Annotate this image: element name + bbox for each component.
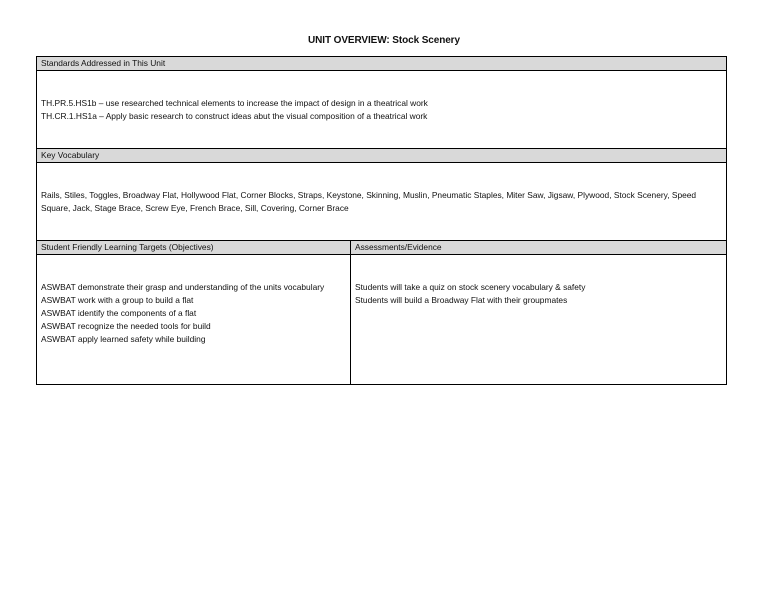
vocabulary-header: Key Vocabulary: [37, 149, 727, 163]
standards-cell: [37, 71, 727, 149]
vocabulary-cell: [37, 163, 727, 241]
target-line: ASWBAT identify the components of a flat: [41, 308, 197, 318]
target-line: ASWBAT apply learned safety while building: [41, 334, 206, 344]
assessment-line: Students will take a quiz on stock scenery vocabulary & safety: [355, 282, 586, 292]
assessments-cell: [351, 255, 727, 385]
target-line: ASWBAT recognize the needed tools for build: [41, 321, 211, 331]
standard-line: TH.CR.1.HS1a – Apply basic research to construct ideas abut the visual composition of a theatrical work: [41, 111, 428, 121]
vocabulary-text: Rails, Stiles, Toggles, Broadway Flat, Hollywood Flat, Corner Blocks, Straps, Keystone, Skinning, Muslin, Pneumatic Staples, Miter Saw, Jigsaw, Plywood, Stock Scenery, Speed Square, Jack, Stage Brace, Screw Eye, French Brace, Sill, Covering, Corner Brace: [41, 190, 697, 213]
page-title: UNIT OVERVIEW: Stock Scenery: [308, 35, 460, 46]
assessments-header: Assessments/Evidence: [351, 241, 727, 255]
target-line: ASWBAT demonstrate their grasp and understanding of the units vocabulary: [41, 282, 325, 292]
target-line: ASWBAT work with a group to build a flat: [41, 295, 194, 305]
targets-cell: [37, 255, 351, 385]
standards-header: Standards Addressed in This Unit: [37, 57, 727, 71]
unit-overview-table: [36, 56, 727, 385]
assessment-line: Students will build a Broadway Flat with their groupmates: [355, 295, 568, 305]
targets-header: Student Friendly Learning Targets (Objectives): [37, 241, 351, 255]
standard-line: TH.PR.5.HS1b – use researched technical elements to increase the impact of design in a theatrical work: [41, 98, 428, 108]
